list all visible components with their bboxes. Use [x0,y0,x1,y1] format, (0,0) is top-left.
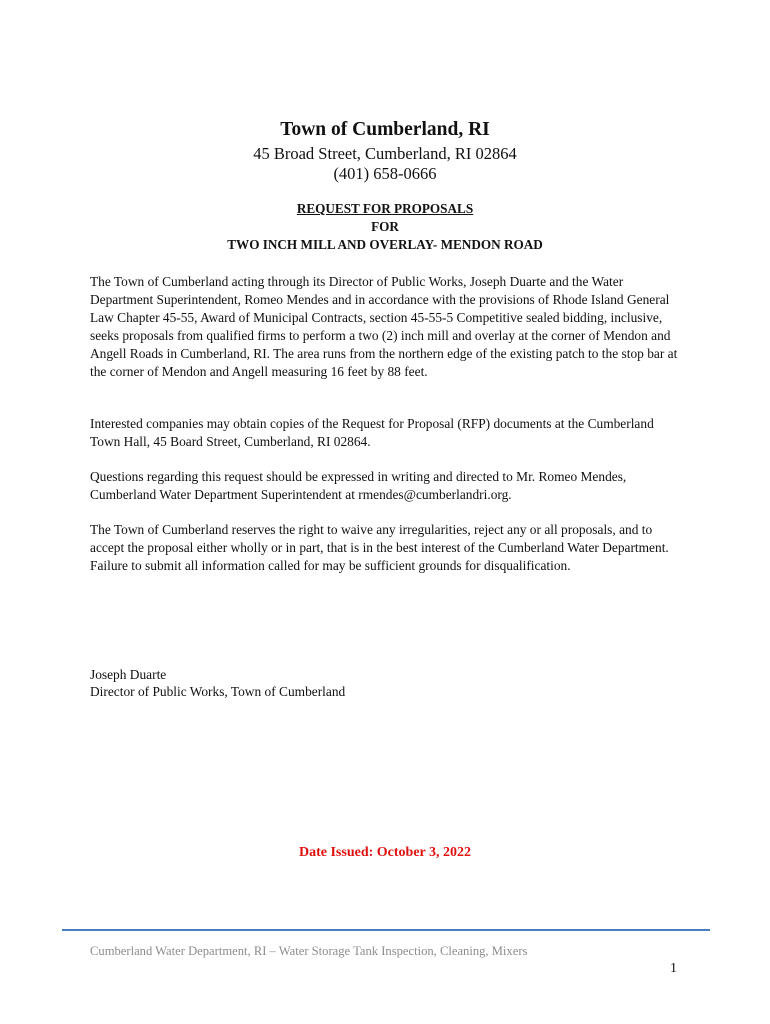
footer-text: Cumberland Water Department, RI – Water Storage Tank Inspection, Cleaning, Mixers [90,944,528,958]
rfp-heading: REQUEST FOR PROPOSALS [296,201,474,216]
document-title: Town of Cumberland, RI [280,119,490,140]
footer-divider [62,929,710,931]
body-paragraph-documents: Interested companies may obtain copies of the Request for Proposal (RFP) documents at the Cumberland Town Hall, 45 Board Street, Cumberland, RI 02864. [90,416,654,449]
project-heading: TWO INCH MILL AND OVERLAY- MENDON ROAD [227,237,543,252]
body-paragraph-questions: Questions regarding this request should be expressed in writing and directed to Mr. Romeo Mendes, Cumberland Water Department Superintendent at rmendes@cumberlandri.org. [90,469,627,502]
town-address: 45 Broad Street, Cumberland, RI 02864 [253,144,517,163]
signatory-title: Director of Public Works, Town of Cumberland [90,684,346,699]
body-paragraph-reservations: The Town of Cumberland reserves the right to waive any irregularities, reject any or all proposals, and to accept the proposal either wholly or in part, that is in the best interest of the Cumberland Water Department. Failure to submit all information called for may be sufficient grounds for disqualification. [90,522,669,573]
signatory-name: Joseph Duarte [90,667,167,682]
date-issued: Date Issued: October 3, 2022 [298,845,471,860]
town-phone: (401) 658-0666 [333,164,437,183]
for-heading: FOR [371,219,399,234]
body-paragraph-scope: The Town of Cumberland acting through its Director of Public Works, Joseph Duarte and the Water Department Superintendent, Romeo Mendes and in accordance with the provisions of Rhode Island General Law Chapter 45-55, Award of Municipal Contracts, section 45-55-5 Competitive sealed bidding, inclusive, seeks proposals from qualified firms to perform a two (2) inch mill and overlay at the corner of Mendon and Angell Roads in Cumberland, RI. The area runs from the northern edge of the existing patch to the stop bar at the corner of Mendon and Angell measuring 16 feet by 88 feet. [90,274,678,379]
page-number: 1 [670,961,677,976]
